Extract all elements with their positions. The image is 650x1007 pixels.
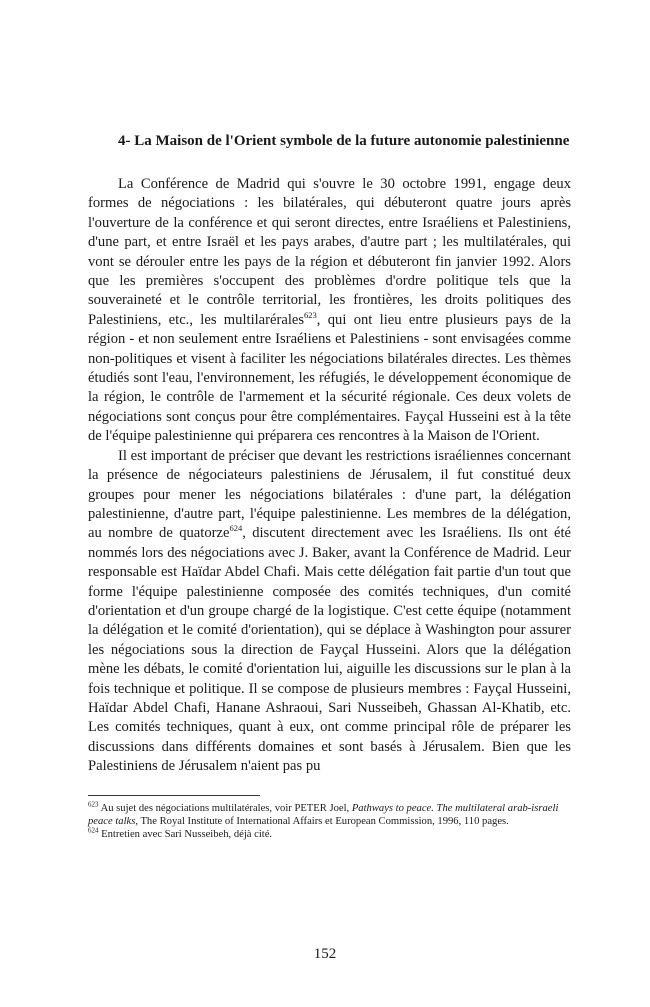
footnote-text: Entretien avec Sari Nusseibeh, déjà cité. <box>98 829 273 841</box>
footnote-mark: 623 <box>88 800 99 809</box>
footnote-623 <box>88 802 571 829</box>
footnote-ref-623: 623 <box>304 309 317 320</box>
body-text <box>88 175 571 777</box>
footnote-text: Au sujet des négociations multilatérales, voir PETER Joel, <box>98 802 352 814</box>
footnote-624 <box>88 828 571 841</box>
section-heading: 4- La Maison de l'Orient symbole de la future autonomie palestinienne <box>118 133 570 149</box>
document-page <box>88 132 571 842</box>
paragraph-2-part-1: Il est important de préciser que devant les restrictions israéliennes concernant la présence de négociateurs palestiniens de Jérusalem, il fut constitué deux groupes pour mener les négociations bilatérales : d'une part, la délégation palestinienne, d'autre part, l'équipe palestinienne. Les membres de la délégation, au nombre de quatorze <box>88 447 571 542</box>
paragraph-2-part-2: , discutent directement avec les Israéliens. Ils ont été nommés lors des négociations avec J. Baker, avant la Conférence de Madrid. Leur responsable est Haïdar Abdel Chafi. Mais cette délégation fait partie d'un tout que forme l'équipe palestinienne composée des comités techniques, d'un comité d'orientation et d'un groupe chargé de la logistique. C'est cette équipe (notamment la délégation et le comité d'orientation), qui se déplace à Washington pour assurer les négociations sous la direction de Fayçal Husseini. Alors que la délégation mène les débats, le comité d'orientation lui, aiguille les discussions sur le plan à la fois technique et politique. Il se compose de plusieurs membres : Fayçal Husseini, Haïdar Abdel Chafi, Hanane Ashraoui, Sari Nusseibeh, Ghassan Al-Khatib, etc. Les comités techniques, quant à eux, ont comme principal rôle de préparer les discussions dans différents domaines et sont basés à Jérusalem. Bien que les Palestiniens de Jérusalem n'aient pas pu <box>88 525 571 775</box>
footnote-mark: 624 <box>88 826 99 835</box>
footnote-text-end: , The Royal Institute of International Affairs et European Commission, 1996, 110 pages. <box>135 816 509 827</box>
paragraph-1 <box>88 175 571 447</box>
footnotes <box>88 802 571 842</box>
page-number: 152 <box>313 946 337 962</box>
footnote-ref-624: 624 <box>229 523 243 534</box>
footnote-divider <box>88 795 260 796</box>
paragraph-1-part-1: La Conférence de Madrid qui s'ouvre le 30 octobre 1991, engage deux formes de négociations : les bilatérales, qui débuteront quatre jours après l'ouverture de la conférence et qui seront directes, entre Israéliens et Palestiniens, d'une part, et entre Israël et les pays arabes, d'autre part ; les multilatérales, qui vont se dérouler entre les pays de la région et débuteront fin janvier 1992. Alors que les premières s'occupent des problèmes d'ordre politique tels que la souveraineté et le contrôle territorial, les frontières, les droits politiques des Palestiniens, etc., les multilarérales <box>88 176 571 328</box>
paragraph-1-part-2: , qui ont lieu entre plusieurs pays de la région - et non seulement entre Israéliens et Palestiniens - sont envisagées comme non-politiques et visent à faciliter les négociations bilatérales directes. Les thèmes étudiés sont l'eau, l'environnement, les réfugiés, le développement économique de la région, le contrôle de l'armement et la sécurité régionale. Ces deux volets de négociations sont conçus pour être complémentaires. Fayçal Husseini est à la tête de l'équipe palestinienne qui préparera ces rencontres à la Maison de l'Orient. <box>88 311 572 445</box>
paragraph-2 <box>88 447 571 777</box>
footnote-title: Pathways to peace. The multilateral arab-israeli peace talks <box>88 802 559 827</box>
